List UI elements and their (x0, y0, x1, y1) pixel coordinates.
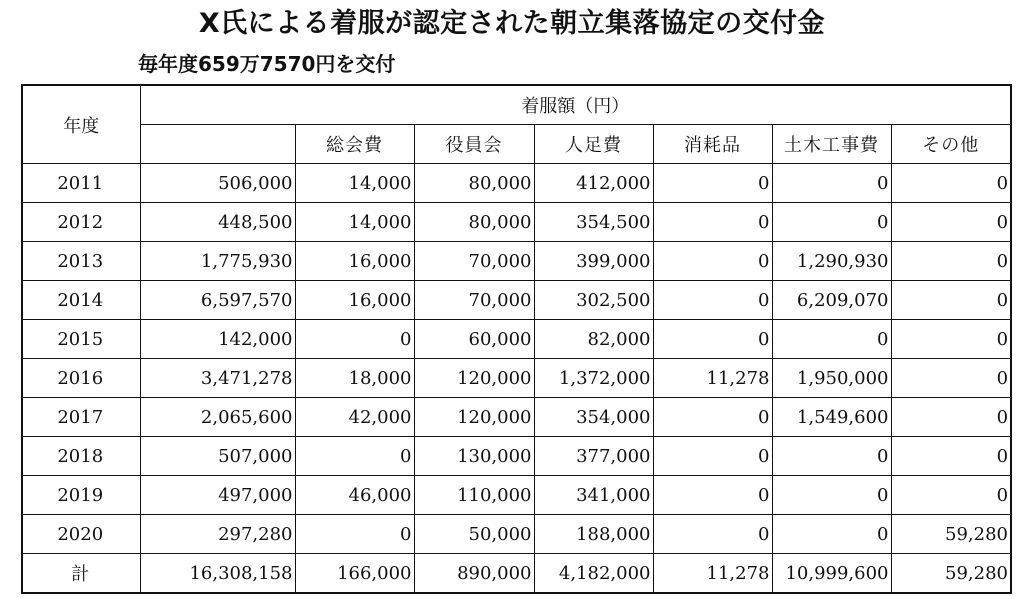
header-row-categories (22, 125, 1011, 164)
document-subtitle: 毎年度659万7570円を交付 (138, 52, 396, 76)
category-amount-cell: 0 (653, 320, 772, 359)
total-amount-cell: 497,000 (140, 476, 295, 515)
embezzlement-table (21, 84, 1012, 594)
category-amount-cell: 0 (295, 515, 414, 554)
category-amount-cell: 6,209,070 (772, 281, 891, 320)
category-amount-cell: 16,000 (295, 281, 414, 320)
category-amount-cell: 0 (891, 437, 1011, 476)
category-amount-cell: 1,372,000 (534, 359, 653, 398)
table-row (22, 203, 1011, 242)
category-amount-cell: 0 (653, 203, 772, 242)
category-header: 土木工事費 (772, 125, 891, 164)
table-row (22, 398, 1011, 437)
category-amount-cell: 412,000 (534, 164, 653, 203)
category-amount-cell: 80,000 (414, 203, 534, 242)
total-amount-cell: 2,065,600 (140, 398, 295, 437)
category-amount-cell: 4,182,000 (534, 554, 653, 594)
category-amount-cell: 0 (891, 359, 1011, 398)
category-amount-cell: 80,000 (414, 164, 534, 203)
category-amount-cell: 130,000 (414, 437, 534, 476)
year-cell: 計 (22, 554, 140, 594)
category-header: 消耗品 (653, 125, 772, 164)
total-amount-cell: 3,471,278 (140, 359, 295, 398)
category-header: 総会費 (295, 125, 414, 164)
total-amount-cell: 506,000 (140, 164, 295, 203)
category-amount-cell: 0 (772, 515, 891, 554)
category-amount-cell: 14,000 (295, 203, 414, 242)
category-amount-cell: 0 (653, 515, 772, 554)
category-amount-cell: 0 (891, 476, 1011, 515)
category-amount-cell: 1,549,600 (772, 398, 891, 437)
category-amount-cell: 110,000 (414, 476, 534, 515)
category-amount-cell: 0 (653, 476, 772, 515)
category-amount-cell: 0 (772, 320, 891, 359)
table-row (22, 554, 1011, 594)
category-amount-cell: 1,290,930 (772, 242, 891, 281)
category-amount-cell: 82,000 (534, 320, 653, 359)
category-amount-cell: 0 (891, 164, 1011, 203)
category-amount-cell: 0 (891, 281, 1011, 320)
category-amount-cell: 0 (653, 242, 772, 281)
table-row (22, 437, 1011, 476)
total-amount-cell: 297,280 (140, 515, 295, 554)
category-amount-cell: 302,500 (534, 281, 653, 320)
total-amount-cell: 6,597,570 (140, 281, 295, 320)
year-cell: 2014 (22, 281, 140, 320)
year-cell: 2017 (22, 398, 140, 437)
category-amount-cell: 10,999,600 (772, 554, 891, 594)
category-amount-cell: 0 (653, 398, 772, 437)
category-amount-cell: 399,000 (534, 242, 653, 281)
table-row (22, 164, 1011, 203)
category-amount-cell: 120,000 (414, 398, 534, 437)
category-amount-cell: 11,278 (653, 554, 772, 594)
year-cell: 2018 (22, 437, 140, 476)
category-amount-cell: 0 (295, 320, 414, 359)
total-amount-cell: 448,500 (140, 203, 295, 242)
category-amount-cell: 0 (295, 437, 414, 476)
category-amount-cell: 0 (772, 437, 891, 476)
category-amount-cell: 16,000 (295, 242, 414, 281)
category-amount-cell: 59,280 (891, 554, 1011, 594)
table-row (22, 281, 1011, 320)
category-amount-cell: 59,280 (891, 515, 1011, 554)
category-amount-cell: 0 (772, 203, 891, 242)
total-amount-cell: 16,308,158 (140, 554, 295, 594)
category-header: 役員会 (414, 125, 534, 164)
category-amount-cell: 0 (772, 476, 891, 515)
year-cell: 2020 (22, 515, 140, 554)
total-amount-cell: 1,775,930 (140, 242, 295, 281)
category-amount-cell: 377,000 (534, 437, 653, 476)
category-amount-cell: 0 (891, 203, 1011, 242)
category-amount-cell: 354,000 (534, 398, 653, 437)
year-cell: 2011 (22, 164, 140, 203)
year-header: 年度 (22, 85, 140, 164)
category-amount-cell: 14,000 (295, 164, 414, 203)
category-amount-cell: 60,000 (414, 320, 534, 359)
year-cell: 2016 (22, 359, 140, 398)
category-amount-cell: 0 (653, 281, 772, 320)
table-row (22, 359, 1011, 398)
year-cell: 2015 (22, 320, 140, 359)
category-amount-cell: 0 (891, 242, 1011, 281)
category-amount-cell: 188,000 (534, 515, 653, 554)
total-amount-cell: 142,000 (140, 320, 295, 359)
category-amount-cell: 42,000 (295, 398, 414, 437)
category-amount-cell: 0 (772, 164, 891, 203)
category-amount-cell: 0 (891, 320, 1011, 359)
table-body (22, 164, 1011, 594)
category-header: 人足費 (534, 125, 653, 164)
year-cell: 2012 (22, 203, 140, 242)
category-amount-cell: 70,000 (414, 281, 534, 320)
category-amount-cell: 0 (653, 164, 772, 203)
document-title: X氏による着服が認定された朝立集落協定の交付金 (198, 8, 826, 39)
total-amount-cell: 507,000 (140, 437, 295, 476)
table-row (22, 242, 1011, 281)
category-amount-cell: 46,000 (295, 476, 414, 515)
category-amount-cell: 166,000 (295, 554, 414, 594)
category-amount-cell: 890,000 (414, 554, 534, 594)
category-amount-cell: 11,278 (653, 359, 772, 398)
category-amount-cell: 50,000 (414, 515, 534, 554)
category-amount-cell: 18,000 (295, 359, 414, 398)
table-row (22, 515, 1011, 554)
total-column-header (140, 125, 295, 164)
category-amount-cell: 341,000 (534, 476, 653, 515)
category-amount-cell: 0 (891, 398, 1011, 437)
category-amount-cell: 70,000 (414, 242, 534, 281)
category-header: その他 (891, 125, 1011, 164)
table-row (22, 476, 1011, 515)
category-amount-cell: 0 (653, 437, 772, 476)
category-amount-cell: 120,000 (414, 359, 534, 398)
year-cell: 2013 (22, 242, 140, 281)
embezzled-amount-header: 着服額（円） (140, 85, 1011, 125)
category-amount-cell: 354,500 (534, 203, 653, 242)
header-row-group (22, 85, 1011, 125)
table-row (22, 320, 1011, 359)
category-amount-cell: 1,950,000 (772, 359, 891, 398)
year-cell: 2019 (22, 476, 140, 515)
